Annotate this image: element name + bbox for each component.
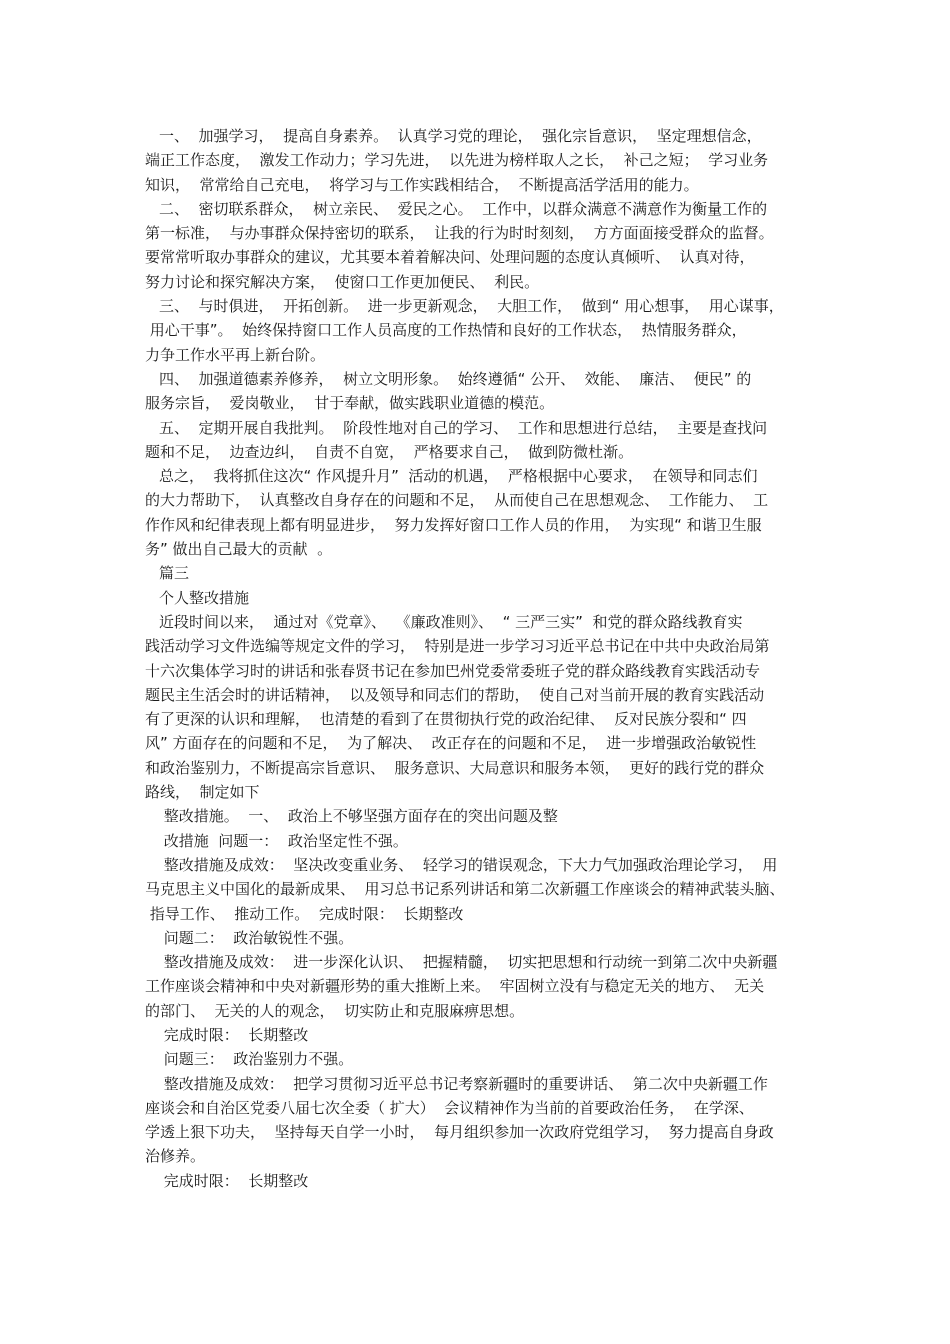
text-line: 整改措施及成效： 坚决改变重业务、 轻学习的错误观念，下大力气加强政治理论学习， 用 xyxy=(159,855,778,874)
text-line: 的大力帮助下， 认真整改自身存在的问题和不足， 从而使自己在思想观念、 工作能力、 工 xyxy=(145,491,769,510)
text-line: 篇三 xyxy=(159,564,190,583)
text-line: 完成时限： 长期整改 xyxy=(159,1171,309,1190)
text-line: 改措施 问题一： 政治坚定性不强。 xyxy=(159,831,408,850)
document-body xyxy=(145,124,835,1193)
text-line: 工作座谈会精神和中央对新疆形势的重大推断上来。 牢固树立没有与稳定无关的地方、 无关 xyxy=(145,977,765,996)
text-line: 践活动学习文件选编等规定文件的学习， 特别是进一步学习习近平总书记在中共中央政治局第 xyxy=(145,637,770,656)
text-line: 的部门、 无关的人的观念， 切实防止和克服麻痹思想。 xyxy=(145,1001,525,1020)
text-line: 知识， 常常给自己充电， 将学习与工作实践相结合， 不断提高活学活用的能力。 xyxy=(145,175,699,194)
text-line: 整改措施。 一、 政治上不够坚强方面存在的突出问题及整 xyxy=(159,807,558,826)
text-line: 三、 与时俱进， 开拓创新。 进一步更新观念， 大胆工作， 做到“ 用心想事， 用心谋事， xyxy=(159,297,784,316)
text-line: 题民主生活会时的讲话精神， 以及领导和同志们的帮助， 使自己对当前开展的教育实践活动 xyxy=(145,685,765,704)
text-line: 服务宗旨， 爱岗敬业， 甘于奉献，做实践职业道德的模范。 xyxy=(145,394,555,413)
text-line: 要常常听取办事群众的建议，尤其要本着着解决问、处理问题的态度认真倾听、 认真对待， xyxy=(145,248,755,267)
text-line: 和政治鉴别力，不断提高宗旨意识、 服务意识、大局意识和服务本领， 更好的践行党的群众 xyxy=(145,758,765,777)
text-line: 路线， 制定如下 xyxy=(145,783,260,802)
text-line: 四、 加强道德素养修养， 树立文明形象。 始终遵循“ 公开、 效能、 廉洁、 便民” 的 xyxy=(159,369,752,388)
text-line: 个人整改措施 xyxy=(159,588,250,607)
text-line: 二、 密切联系群众， 树立亲民、 爱民之心。 工作中，以群众满意不满意作为衡量工作的 xyxy=(159,199,768,218)
text-line: 务” 做出自己最大的贡献 。 xyxy=(145,540,333,559)
text-line: 五、 定期开展自我批判。 阶段性地对自己的学习、 工作和思想进行总结， 主要是查找问 xyxy=(159,418,768,437)
text-line: 近段时间以来， 通过对《党章》、 《廉政准则》、 “ 三严三实” 和党的群众路线教育实 xyxy=(159,612,743,631)
text-line: 风” 方面存在的问题和不足， 为了解决、 改正存在的问题和不足， 进一步增强政治敏锐性 xyxy=(145,734,757,753)
text-line: 问题二： 政治敏锐性不强。 xyxy=(159,928,354,947)
text-line: 马克思主义中国化的最新成果、 用习总书记系列讲话和第二次新疆工作座谈会的精神武装头脑、 xyxy=(145,880,785,899)
text-line: 完成时限： 长期整改 xyxy=(159,1025,309,1044)
text-line: 作作风和纪律表现上都有明显进步， 努力发挥好窗口工作人员的作用， 为实现“ 和谐卫生服 xyxy=(145,515,762,534)
text-line: 问题三： 政治鉴别力不强。 xyxy=(159,1050,354,1069)
text-line: 端正工作态度， 激发工作动力；学习先进， 以先进为榜样取人之长， 补己之短； 学习业务 xyxy=(145,151,769,170)
text-line: 指导工作、 推动工作。 完成时限： 长期整改 xyxy=(145,904,464,923)
text-line: 整改措施及成效： 把学习贯彻习近平总书记考察新疆时的重要讲话、 第二次中央新疆工作 xyxy=(159,1074,768,1093)
text-line: 力争工作水平再上新台阶。 xyxy=(145,345,326,364)
text-line: 十六次集体学习时的讲话和张春贤书记在参加巴州党委常委班子党的群众路线教育实践活动专 xyxy=(145,661,761,680)
text-line: 用心干事”。 始终保持窗口工作人员高度的工作热情和良好的工作状态， 热情服务群众， xyxy=(145,321,747,340)
text-line: 座谈会和自治区党委八届七次全委（ 扩大） 会议精神作为当前的首要政治任务， 在学深、 xyxy=(145,1098,754,1117)
text-line: 有了更深的认识和理解， 也清楚的看到了在贯彻执行党的政治纪律、 反对民族分裂和“ 四 xyxy=(145,710,747,729)
text-line: 学透上狠下功夫， 坚持每天自学一小时， 每月组织参加一次政府党组学习， 努力提高自身政 xyxy=(145,1123,774,1142)
text-line: 第一标准， 与办事群众保持密切的联系， 让我的行为时时刻刻， 方方面面接受群众的监督。 xyxy=(145,224,774,243)
text-line: 题和不足， 边查边纠， 自责不自宽， 严格要求自己， 做到防微杜渐。 xyxy=(145,442,634,461)
text-line: 治修养。 xyxy=(145,1147,206,1166)
text-line: 整改措施及成效： 进一步深化认识、 把握精髓， 切实把思想和行动统一到第二次中央新疆 xyxy=(159,953,778,972)
text-line: 总之， 我将抓住这次“ 作风提升月” 活动的机遇， 严格根据中心要求， 在领导和同志们 xyxy=(159,467,758,486)
text-line: 努力讨论和探究解决方案， 使窗口工作更加便民、 利民。 xyxy=(145,272,540,291)
text-line: 一、 加强学习， 提高自身素养。 认真学习党的理论， 强化宗旨意识， 坚定理想信念， xyxy=(159,127,762,145)
